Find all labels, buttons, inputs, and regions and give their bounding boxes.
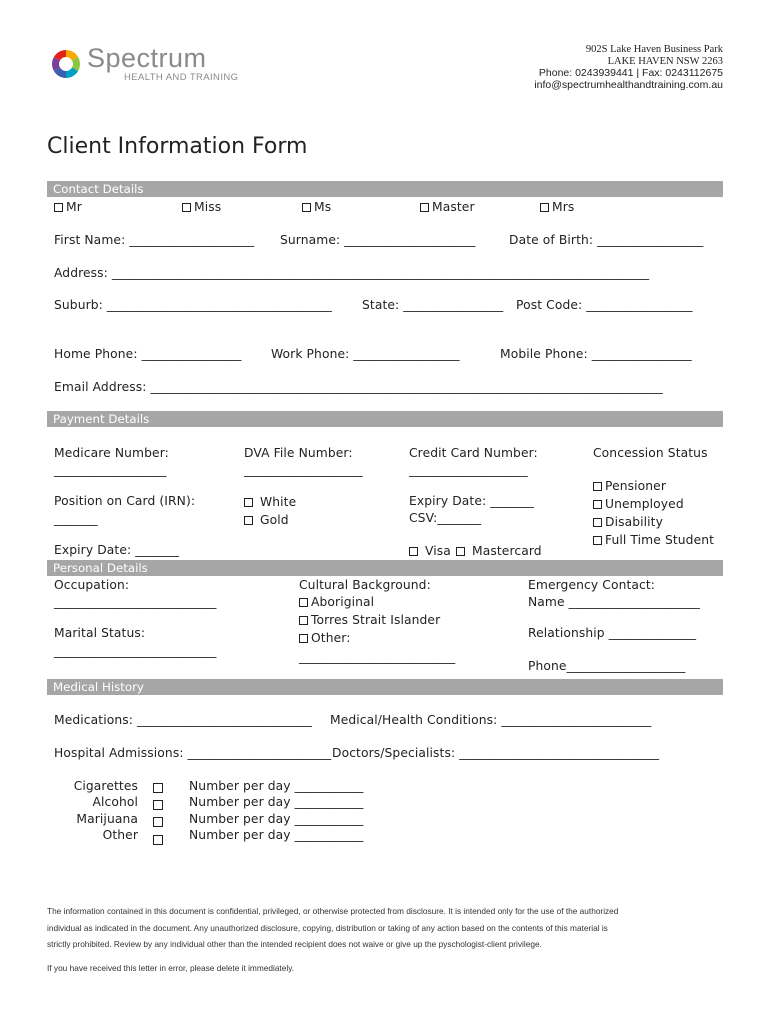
confidentiality-notice-line3: strictly prohibited. Review by any individual other than the intended recipient does not waive or give up the pyschologist-client privilege. — [47, 939, 542, 949]
credit-card-number-label: Credit Card Number: — [409, 446, 538, 460]
title-option-ms[interactable]: Ms — [302, 200, 331, 214]
marital-status-label: Marital Status: — [54, 626, 146, 640]
checkbox-icon — [299, 616, 308, 625]
surname-field[interactable]: Surname: _____________________ — [280, 233, 476, 247]
email-address-field[interactable]: Email Address: __________________________________________________________________________________ — [54, 380, 663, 394]
hospital-admissions-field[interactable]: Hospital Admissions: _______________________ — [54, 746, 332, 760]
home-phone-field[interactable]: Home Phone: ________________ — [54, 347, 242, 361]
substance-count-alcohol[interactable]: Number per day ___________ — [189, 795, 364, 809]
substance-checkbox-marijuana[interactable] — [153, 817, 163, 827]
logo-word: Spectrum — [87, 43, 207, 73]
address-field[interactable]: Address: ______________________________________________________________________________________ — [54, 266, 650, 280]
medicare-number-label: Medicare Number: — [54, 446, 169, 460]
concession-pensioner[interactable]: Pensioner — [593, 479, 666, 493]
title-option-master[interactable]: Master — [420, 200, 475, 214]
medicare-number-field[interactable]: __________________ — [54, 463, 167, 477]
cultural-torres-strait-islander[interactable]: Torres Strait Islander — [299, 613, 440, 627]
substance-count-marijuana[interactable]: Number per day ___________ — [189, 812, 364, 826]
medications-field[interactable]: Medications: ____________________________ — [54, 713, 312, 727]
post-code-field[interactable]: Post Code: _________________ — [516, 298, 693, 312]
checkbox-icon — [182, 203, 191, 212]
card-type-visa[interactable]: Visa — [409, 544, 451, 558]
checkbox-icon — [456, 547, 465, 556]
title-option-mrs[interactable]: Mrs — [540, 200, 574, 214]
title-option-miss[interactable]: Miss — [182, 200, 221, 214]
checkbox-icon — [302, 203, 311, 212]
checkbox-icon — [299, 634, 308, 643]
section-medical-history: Medical History — [47, 679, 723, 695]
section-personal-details: Personal Details — [47, 560, 723, 576]
company-email: info@spectrumhealthandtraining.com.au — [534, 79, 723, 91]
confidentiality-notice-line1: The information contained in this document is confidential, privileged, or otherwise protected from disclosure. It is intended only for the use of the authorized — [47, 906, 619, 916]
concession-unemployed[interactable]: Unemployed — [593, 497, 684, 511]
substance-count-cigarettes[interactable]: Number per day ___________ — [189, 779, 364, 793]
dva-file-number-field[interactable]: ___________________ — [244, 463, 363, 477]
emergency-contact-label: Emergency Contact: — [528, 578, 656, 592]
checkbox-icon — [299, 598, 308, 607]
section-contact-details: Contact Details — [47, 181, 723, 197]
occupation-field[interactable]: __________________________ — [54, 595, 217, 609]
emergency-relationship-field[interactable]: Relationship ______________ — [528, 626, 697, 640]
checkbox-icon — [593, 482, 602, 491]
card-expiry-date-field[interactable]: Expiry Date: _______ — [54, 543, 179, 557]
substance-count-other[interactable]: Number per day ___________ — [189, 828, 364, 842]
card-type-mastercard[interactable]: Mastercard — [456, 544, 542, 558]
suburb-field[interactable]: Suburb: ____________________________________ — [54, 298, 332, 312]
occupation-label: Occupation: — [54, 578, 130, 592]
cultural-other-field[interactable]: _________________________ — [299, 650, 456, 664]
substance-checkbox-cigarettes[interactable] — [153, 783, 163, 793]
company-phone-fax: Phone: 0243939441 | Fax: 0243112675 — [538, 67, 723, 79]
checkbox-icon — [593, 500, 602, 509]
card-gold-option[interactable]: Gold — [244, 513, 289, 527]
title-option-mr[interactable]: Mr — [54, 200, 82, 214]
checkbox-icon — [540, 203, 549, 212]
checkbox-icon — [244, 516, 253, 525]
cultural-background-label: Cultural Background: — [299, 578, 431, 592]
first-name-field[interactable]: First Name: ____________________ — [54, 233, 255, 247]
dva-file-number-label: DVA File Number: — [244, 446, 353, 460]
substance-label-cigarettes: Cigarettes — [73, 779, 138, 793]
checkbox-icon — [593, 536, 602, 545]
card-white-option[interactable]: White — [244, 495, 296, 509]
concession-disability[interactable]: Disability — [593, 515, 663, 529]
checkbox-icon — [244, 498, 253, 507]
date-of-birth-field[interactable]: Date of Birth: _________________ — [509, 233, 704, 247]
substance-checkbox-alcohol[interactable] — [153, 800, 163, 810]
section-payment-details: Payment Details — [47, 411, 723, 427]
mobile-phone-field[interactable]: Mobile Phone: ________________ — [500, 347, 692, 361]
spectrum-logo-icon — [50, 48, 82, 80]
work-phone-field[interactable]: Work Phone: _________________ — [271, 347, 460, 361]
concession-status-label: Concession Status — [593, 446, 708, 460]
credit-card-number-field[interactable]: ___________________ — [409, 463, 528, 477]
logo — [50, 43, 240, 86]
marital-status-field[interactable]: __________________________ — [54, 644, 217, 658]
credit-card-expiry-field[interactable]: Expiry Date: _______ — [409, 494, 534, 508]
checkbox-icon — [54, 203, 63, 212]
checkbox-icon — [409, 547, 418, 556]
checkbox-icon — [420, 203, 429, 212]
concession-full-time-student[interactable]: Full Time Student — [593, 533, 714, 547]
cultural-other[interactable]: Other: — [299, 631, 350, 645]
substance-label-alcohol: Alcohol — [92, 795, 138, 809]
company-address-line1: 902S Lake Haven Business Park — [585, 44, 723, 55]
doctors-specialists-field[interactable]: Doctors/Specialists: ________________________________ — [332, 746, 660, 760]
page-title: Client Information Form — [47, 134, 308, 159]
position-on-card-field[interactable]: _______ — [54, 512, 98, 526]
emergency-name-field[interactable]: Name _____________________ — [528, 595, 700, 609]
position-on-card-label: Position on Card (IRN): — [54, 494, 196, 508]
company-address-line2: LAKE HAVEN NSW 2263 — [607, 56, 723, 67]
substance-checkbox-other[interactable] — [153, 835, 163, 845]
error-notice: If you have received this letter in error, please delete it immediately. — [47, 963, 295, 973]
csv-field[interactable]: CSV:_______ — [409, 511, 482, 525]
emergency-phone-field[interactable]: Phone___________________ — [528, 659, 686, 673]
cultural-aboriginal[interactable]: Aboriginal — [299, 595, 374, 609]
state-field[interactable]: State: ________________ — [362, 298, 504, 312]
medical-conditions-field[interactable]: Medical/Health Conditions: ________________________ — [330, 713, 652, 727]
checkbox-icon — [593, 518, 602, 527]
logo-subtitle: HEALTH AND TRAINING — [124, 72, 239, 83]
substance-label-other: Other — [102, 828, 138, 842]
substance-label-marijuana: Marijuana — [76, 812, 138, 826]
confidentiality-notice-line2: individual as indicated in the document. Any unauthorized disclosure, copying, distribution or taking of any action based on the contents of this material is — [47, 923, 608, 933]
